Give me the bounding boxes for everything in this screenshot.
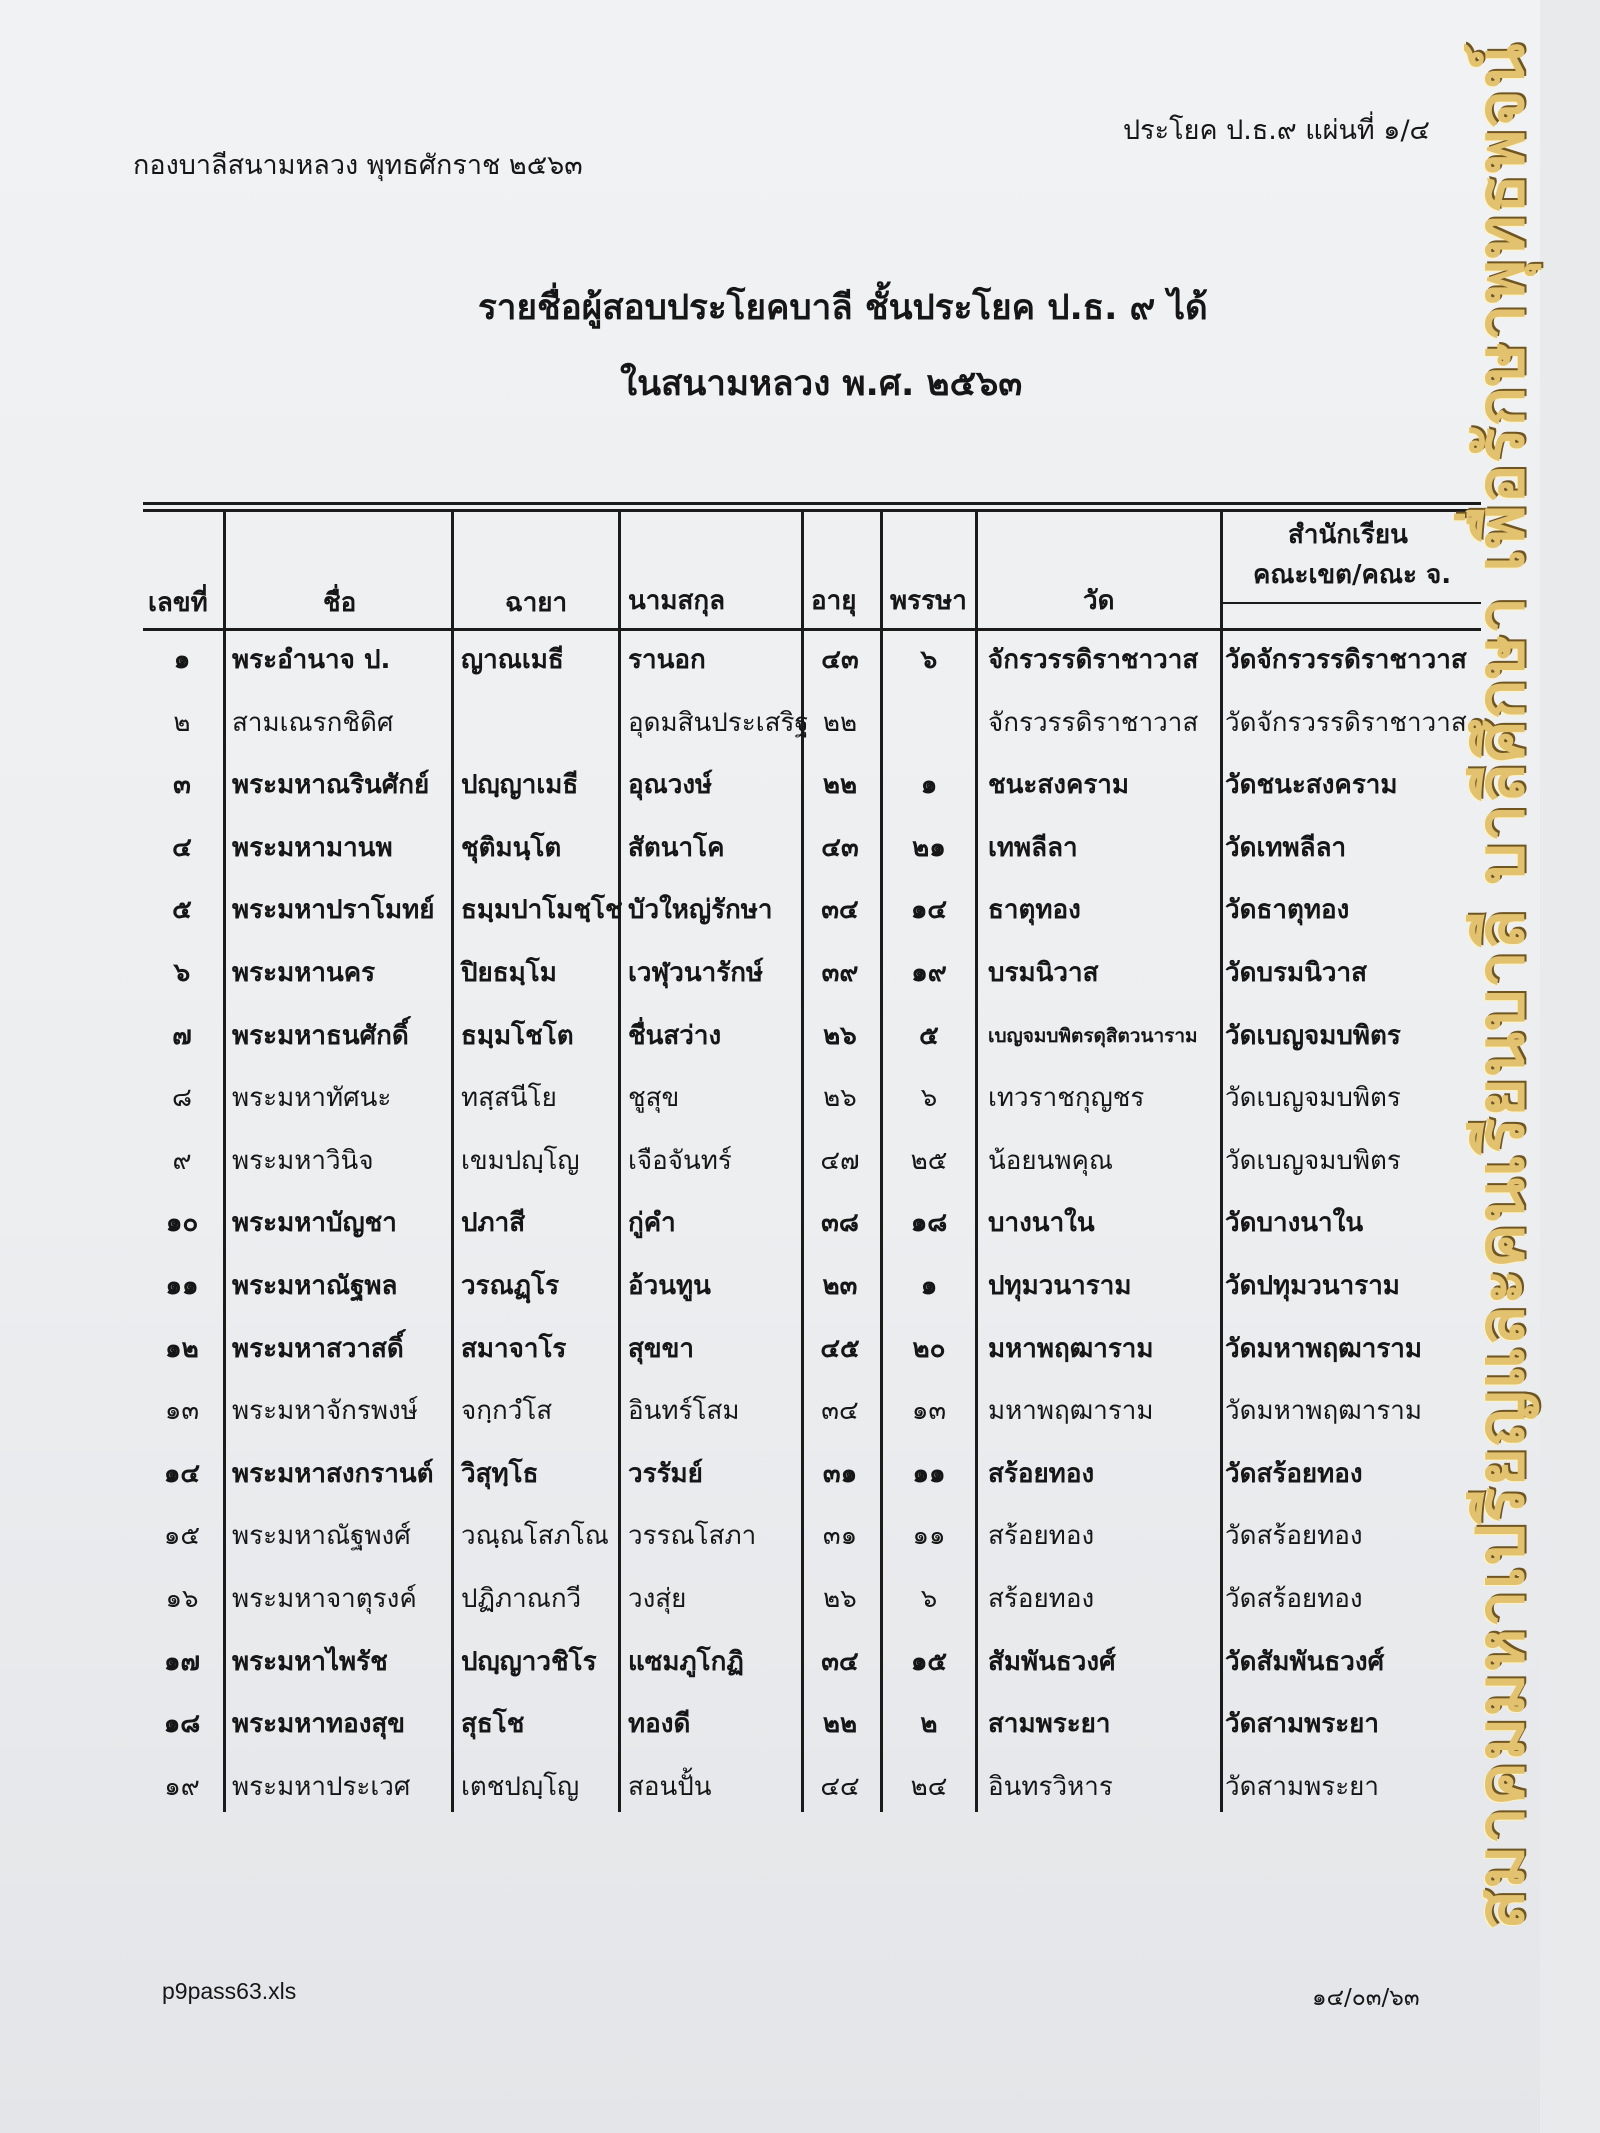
cell-wat: บรมนิวาส — [988, 958, 1099, 988]
cell-no: ๑๕ — [163, 1521, 201, 1552]
header-school: สำนักเรียน — [1288, 520, 1408, 550]
cell-name: พระมหาบัญชา — [232, 1208, 397, 1239]
table-row — [143, 1569, 1481, 1629]
cell-school: วัดเบญจมบพิตร — [1225, 1083, 1401, 1114]
cell-pansa: ๑๑ — [912, 1458, 946, 1489]
cell-no: ๗ — [172, 1020, 192, 1051]
table-top-rule — [143, 502, 1481, 505]
cell-wat: น้อยนพคุณ — [988, 1145, 1114, 1176]
header-wat: วัด — [1083, 586, 1115, 616]
cell-surname: สุขขา — [628, 1333, 695, 1364]
document-title: รายชื่อผู้สอบประโยคบาลี ชั้นประโยค ป.ธ. ๙ ได้ — [478, 288, 1208, 328]
cell-chaya: ปิยธมฺโม — [461, 958, 557, 988]
header-age: อายุ — [811, 586, 857, 616]
cell-chaya: ปภาสี — [461, 1208, 526, 1239]
cell-wat: ชนะสงคราม — [988, 770, 1130, 801]
cell-wat: มหาพฤฒาราม — [988, 1333, 1154, 1364]
cell-pansa: ๑๙ — [911, 958, 947, 988]
cell-name: พระมหานคร — [232, 958, 376, 988]
table-row — [143, 1131, 1481, 1191]
cell-age: ๒๖ — [823, 1584, 857, 1614]
cell-age: ๒๒ — [822, 770, 858, 801]
cell-school: วัดเบญจมบพิตร — [1225, 1145, 1401, 1176]
cell-wat: สามพระยา — [988, 1709, 1111, 1740]
cell-school: วัดปทุมวนาราม — [1225, 1271, 1400, 1301]
cell-name: พระมหาสงกรานต์ — [232, 1458, 434, 1489]
cell-no: ๙ — [172, 1145, 192, 1176]
cell-surname: วรรณโสภา — [628, 1521, 757, 1552]
cell-age: ๓๙ — [821, 958, 859, 988]
table-row — [143, 1319, 1481, 1379]
cell-name: สามเณรกชิดิศ — [232, 707, 394, 738]
cell-surname: แซมภูโกฏิ — [628, 1646, 744, 1677]
table-row — [143, 1068, 1481, 1128]
table-row — [143, 1444, 1481, 1504]
cell-pansa: ๑๔ — [910, 895, 948, 926]
header-pansa: พรรษา — [890, 586, 967, 616]
cell-wat: ธาตุทอง — [988, 895, 1081, 926]
header-no: เลขที่ — [148, 588, 208, 618]
cell-wat: สร้อยทอง — [988, 1458, 1095, 1489]
footer-filename: p9pass63.xls — [162, 1978, 297, 2004]
cell-pansa: ๖ — [920, 1083, 938, 1114]
document-subtitle: ในสนามหลวง พ.ศ. ๒๕๖๓ — [620, 364, 1023, 404]
cell-chaya: สุธโช — [461, 1709, 525, 1740]
table-row — [143, 1694, 1481, 1754]
cell-school: วัดสร้อยทอง — [1225, 1521, 1363, 1552]
cell-pansa: ๒๕ — [910, 1145, 948, 1176]
cell-chaya: ญาณเมธี — [461, 645, 564, 675]
cell-pansa: ๑๘ — [910, 1208, 948, 1239]
cell-age: ๒๒ — [822, 707, 858, 738]
table-row — [143, 1256, 1481, 1316]
table-row — [143, 630, 1481, 690]
cell-name: พระมหาธนศักดิ์ — [232, 1020, 409, 1051]
table-row — [143, 693, 1481, 753]
cell-school: วัดสร้อยทอง — [1225, 1584, 1363, 1614]
cell-school: วัดสามพระยา — [1225, 1771, 1379, 1802]
cell-wat: จักรวรรดิราชาวาส — [988, 707, 1199, 738]
cell-chaya: เขมปญฺโญ — [461, 1145, 580, 1176]
cell-pansa: ๑ — [920, 1271, 938, 1301]
cell-school: วัดสร้อยทอง — [1225, 1458, 1363, 1489]
cell-school: วัดจักรวรรดิราชาวาส — [1225, 707, 1467, 738]
cell-wat: เทวราชกุญชร — [988, 1083, 1145, 1114]
cell-no: ๑๑ — [165, 1271, 199, 1301]
cell-school: วัดมหาพฤฒาราม — [1225, 1333, 1423, 1364]
cell-no: ๑๘ — [163, 1709, 201, 1740]
cell-name: พระอำนาจ ป. — [232, 645, 391, 675]
cell-chaya: ธมฺมปาโมชฺโช — [461, 895, 623, 926]
cell-school: วัดชนะสงคราม — [1225, 770, 1398, 801]
footer-date: ๑๔/๐๓/๖๓ — [1312, 1985, 1420, 2011]
cell-surname: อุดมสินประเสริฐ — [628, 707, 809, 738]
cell-age: ๒๓ — [822, 1271, 858, 1301]
cell-surname: ทองดี — [628, 1709, 691, 1740]
cell-pansa: ๒๐ — [912, 1333, 946, 1364]
cell-no: ๑๒ — [165, 1333, 199, 1364]
cell-age: ๓๑ — [822, 1521, 858, 1552]
table-row — [143, 755, 1481, 815]
cell-name: พระมหาวินิจ — [232, 1145, 374, 1176]
cell-no: ๑๖ — [165, 1584, 199, 1614]
cell-surname: รานอก — [628, 645, 706, 675]
cell-no: ๔ — [172, 832, 192, 863]
cell-age: ๔๓ — [821, 645, 859, 675]
cell-chaya: ชุติมนฺโต — [461, 832, 562, 863]
cell-pansa: ๑๕ — [910, 1646, 948, 1677]
cell-chaya: ปญฺญาวชิโร — [461, 1646, 597, 1677]
cell-name: พระมหาทัศนะ — [232, 1083, 392, 1114]
cell-school: วัดจักรวรรดิราชาวาส — [1225, 645, 1467, 675]
cell-pansa: ๒ — [920, 1709, 938, 1740]
cell-name: พระมหาจาตุรงค์ — [232, 1584, 417, 1614]
cell-no: ๑๓ — [164, 1396, 200, 1427]
cell-name: พระมหาณรินศักย์ — [232, 770, 430, 801]
cell-surname: สอนปั้น — [628, 1771, 712, 1802]
school-sub-rule — [1223, 602, 1481, 604]
cell-pansa: ๒๑ — [912, 832, 946, 863]
cell-school: วัดสัมพันธวงศ์ — [1225, 1646, 1385, 1677]
cell-surname: ชื่นสว่าง — [628, 1020, 722, 1051]
cell-age: ๓๘ — [821, 1208, 859, 1239]
cell-age: ๒๖ — [823, 1083, 857, 1114]
cell-age: ๒๒ — [822, 1709, 858, 1740]
cell-chaya: ปญฺญาเมธี — [461, 770, 579, 801]
cell-pansa: ๑๑ — [912, 1521, 946, 1552]
cell-chaya: ธมฺมโชโต — [461, 1020, 574, 1051]
cell-school: วัดเบญจมบพิตร — [1225, 1020, 1401, 1051]
cell-chaya: วิสุทฺโธ — [461, 1458, 539, 1489]
header-sheet-number: ประโยค ป.ธ.๙ แผ่นที่ ๑/๔ — [1123, 115, 1430, 146]
cell-wat: บางนาใน — [988, 1208, 1095, 1239]
table-row — [143, 1506, 1481, 1566]
cell-age: ๔๗ — [820, 1145, 860, 1176]
cell-name: พระมหาจักรพงษ์ — [232, 1396, 418, 1427]
cell-surname: อุณวงษ์ — [628, 770, 713, 801]
watermark-text: สมาคมมหาเปรียญและคนเรียนบาลี บาลีศึกษา เพื่อรักษาพุทธพจน์ — [1462, 42, 1539, 1930]
table-row — [143, 818, 1481, 878]
cell-wat: เทพลีลา — [988, 832, 1078, 863]
cell-no: ๑ — [173, 645, 191, 675]
cell-chaya: วรณฏฺโร — [461, 1271, 560, 1301]
cell-chaya: ปฏิภาณกวี — [461, 1584, 582, 1614]
cell-pansa: ๕ — [919, 1020, 939, 1051]
cell-surname: อ้วนทูน — [628, 1271, 711, 1301]
cell-no: ๓ — [173, 770, 191, 801]
cell-school: วัดธาตุทอง — [1225, 895, 1350, 926]
cell-pansa: ๖ — [920, 1584, 938, 1614]
results-table — [143, 502, 1481, 1812]
cell-chaya: ทสฺสนีโย — [461, 1083, 557, 1114]
cell-name: พระมหาปราโมทย์ — [232, 895, 435, 926]
cell-name: พระมหาทองสุข — [232, 1709, 406, 1740]
cell-surname: เจือจันทร์ — [628, 1145, 732, 1176]
cell-school: วัดเทพลีลา — [1225, 832, 1347, 863]
table-row — [143, 880, 1481, 940]
cell-no: ๑๔ — [163, 1458, 201, 1489]
cell-age: ๓๔ — [821, 1396, 859, 1427]
cell-wat: อินทรวิหาร — [988, 1771, 1113, 1802]
cell-school: วัดบางนาใน — [1225, 1208, 1364, 1239]
cell-no: ๑๙ — [164, 1771, 200, 1802]
cell-school: วัดมหาพฤฒาราม — [1225, 1396, 1423, 1427]
cell-surname: สัตนาโค — [628, 832, 725, 863]
cell-no: ๑๗ — [163, 1646, 201, 1677]
table-top-rule-2 — [143, 509, 1481, 512]
header-school-sub: คณะเขต/คณะ จ. — [1253, 560, 1452, 590]
header-surname: นามสกุล — [628, 586, 726, 616]
header-name: ชื่อ — [323, 588, 357, 618]
table-row — [143, 1757, 1481, 1817]
table-row — [143, 1381, 1481, 1441]
cell-no: ๕ — [172, 895, 192, 926]
cell-school: วัดสามพระยา — [1225, 1709, 1379, 1740]
table-row — [143, 1632, 1481, 1692]
cell-age: ๓๔ — [821, 1646, 859, 1677]
cell-name: พระมหามานพ — [232, 832, 393, 863]
cell-no: ๑๐ — [165, 1208, 199, 1239]
cell-age: ๓๑ — [822, 1458, 858, 1489]
header-chaya: ฉายา — [505, 588, 568, 618]
cell-surname: วงสุ่ย — [628, 1584, 687, 1614]
cell-age: ๔๓ — [821, 832, 859, 863]
table-row — [143, 943, 1481, 1003]
cell-age: ๓๔ — [821, 895, 859, 926]
cell-age: ๒๖ — [823, 1020, 857, 1051]
cell-age: ๔๔ — [820, 1771, 860, 1802]
cell-pansa: ๑๓ — [911, 1396, 947, 1427]
cell-chaya: วณฺณโสภโณ — [461, 1521, 609, 1552]
cell-no: ๘ — [171, 1083, 193, 1114]
cell-pansa: ๒๔ — [910, 1771, 948, 1802]
table-row — [143, 1006, 1481, 1066]
cell-chaya: สมาจาโร — [461, 1333, 567, 1364]
cell-name: พระมหาณัฐพล — [232, 1271, 398, 1301]
cell-name: พระมหาณัฐพงศ์ — [232, 1521, 411, 1552]
cell-no: ๒ — [173, 707, 191, 738]
cell-surname: อินทร์โสม — [628, 1396, 740, 1427]
cell-wat: มหาพฤฒาราม — [988, 1396, 1154, 1427]
cell-wat: ปทุมวนาราม — [988, 1271, 1132, 1301]
cell-name: พระมหาสวาสดิ์ — [232, 1333, 404, 1364]
cell-pansa: ๑ — [920, 770, 938, 801]
cell-chaya: เตชปญฺโญ — [461, 1771, 580, 1802]
cell-pansa: ๖ — [920, 645, 938, 675]
cell-surname: บัวใหญ่รักษา — [628, 895, 773, 926]
cell-wat: สร้อยทอง — [988, 1521, 1095, 1552]
header-office: กองบาลีสนามหลวง พุทธศักราช ๒๕๖๓ — [133, 150, 583, 181]
cell-name: พระมหาไพรัช — [232, 1646, 388, 1677]
cell-name: พระมหาประเวศ — [232, 1771, 411, 1802]
cell-surname: กู่คำ — [628, 1208, 676, 1239]
cell-surname: ชูสุข — [628, 1083, 680, 1114]
cell-wat: สัมพันธวงศ์ — [988, 1646, 1116, 1677]
cell-chaya: จกฺกวํโส — [461, 1396, 553, 1427]
table-row — [143, 1193, 1481, 1253]
cell-surname: วรรัมย์ — [628, 1458, 703, 1489]
cell-wat: จักรวรรดิราชาวาส — [988, 645, 1199, 675]
cell-wat: เบญจมบพิตรดุสิตวนาราม — [988, 1024, 1198, 1047]
cell-school: วัดบรมนิวาส — [1225, 958, 1367, 988]
cell-age: ๔๕ — [820, 1333, 860, 1364]
cell-wat: สร้อยทอง — [988, 1584, 1095, 1614]
cell-surname: เวฬุวนารักษ์ — [628, 958, 764, 988]
cell-no: ๖ — [173, 958, 191, 988]
